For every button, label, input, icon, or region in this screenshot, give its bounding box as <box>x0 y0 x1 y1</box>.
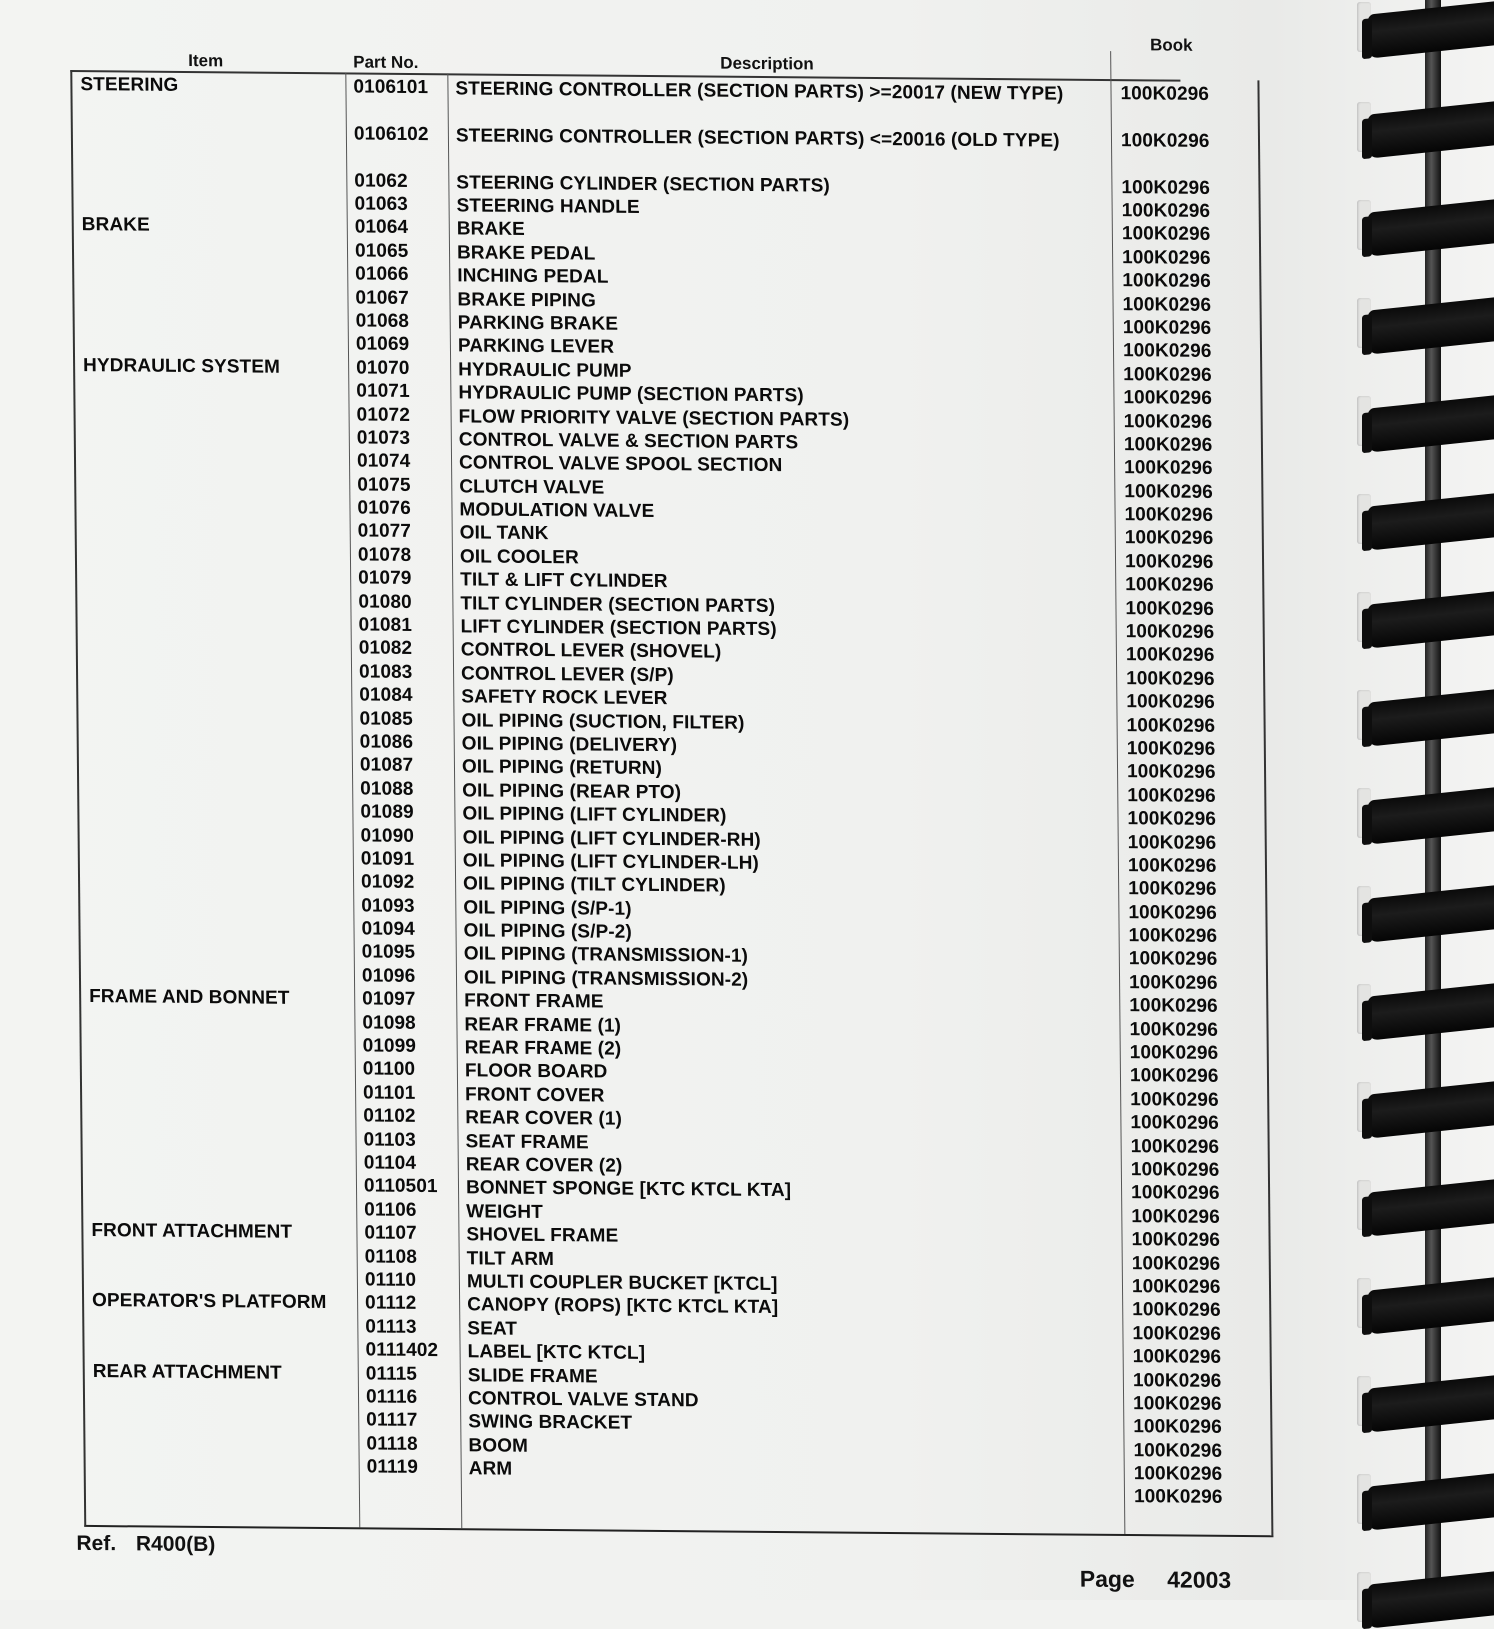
binding-coil <box>1368 1179 1494 1236</box>
book-cell: 100K0296 <box>1126 761 1216 784</box>
description-cell: STEERING CYLINDER (SECTION PARTS) <box>456 171 830 197</box>
description-cell: CONTROL VALVE STAND <box>467 1388 699 1412</box>
description-cell: SLIDE FRAME <box>467 1364 598 1387</box>
description-cell: BONNET SPONGE [KTC KTCL KTA] <box>465 1177 792 1202</box>
part-number-cell: 01070 <box>356 357 410 379</box>
book-cell: 100K0296 <box>1126 691 1215 714</box>
part-number-cell: 01102 <box>363 1105 416 1128</box>
description-cell: SHOVEL FRAME <box>466 1224 619 1247</box>
part-number-cell: 01112 <box>365 1292 417 1315</box>
part-number-cell: 01079 <box>358 567 412 590</box>
description-cell: SWING BRACKET <box>468 1411 633 1435</box>
ref-value: R400(B) <box>135 1532 216 1557</box>
description-cell: BRAKE <box>456 218 525 241</box>
description-cell: ARM <box>468 1458 513 1480</box>
description-cell: BRAKE PIPING <box>457 288 597 312</box>
page-value: 42003 <box>1167 1566 1232 1593</box>
description-cell: BOOM <box>468 1434 529 1457</box>
book-cell: 100K0296 <box>1124 504 1214 526</box>
part-number-cell: 01107 <box>364 1222 417 1245</box>
book-cell: 100K0296 <box>1127 831 1217 854</box>
book-cell: 100K0296 <box>1132 1369 1222 1392</box>
part-number-cell: 01090 <box>360 824 415 847</box>
item-cell: HYDRAULIC SYSTEM <box>83 354 281 378</box>
description-cell: TILT CYLINDER (SECTION PARTS) <box>460 592 776 617</box>
description-cell: HYDRAULIC PUMP <box>458 359 632 382</box>
book-cell: 100K0296 <box>1128 901 1218 924</box>
description-cell: OIL PIPING (S/P-2) <box>463 920 632 943</box>
book-cell: 100K0296 <box>1128 948 1218 971</box>
description-cell: TILT & LIFT CYLINDER <box>460 569 668 593</box>
part-number-cell: 01104 <box>363 1152 417 1174</box>
part-number-cell: 01101 <box>362 1082 416 1104</box>
book-cell: 100K0296 <box>1125 597 1215 620</box>
book-cell: 100K0296 <box>1125 644 1215 667</box>
book-cell: 100K0296 <box>1128 925 1218 947</box>
part-number-cell: 01089 <box>360 801 414 824</box>
book-cell: 100K0296 <box>1133 1393 1222 1415</box>
page-label: Page <box>1079 1565 1135 1593</box>
description-cell: CONTROL VALVE & SECTION PARTS <box>458 429 799 454</box>
part-number-cell: 01067 <box>355 287 409 309</box>
description-cell: MULTI COUPLER BUCKET [KTCL] <box>466 1271 778 1295</box>
book-cell: 100K0296 <box>1133 1439 1223 1462</box>
part-number-cell: 01092 <box>360 871 415 894</box>
book-cell: 100K0296 <box>1124 527 1214 550</box>
part-number-cell: 01072 <box>356 403 411 426</box>
book-cell: 100K0296 <box>1120 83 1210 105</box>
part-number-cell: 01087 <box>359 754 414 777</box>
binding-coil <box>1368 591 1494 648</box>
binding-coil <box>1368 297 1494 354</box>
book-cell: 100K0296 <box>1122 317 1212 339</box>
description-cell: INCHING PEDAL <box>457 265 609 288</box>
description-cell: OIL PIPING (DELIVERY) <box>461 733 678 757</box>
description-cell: TILT ARM <box>466 1247 555 1270</box>
binding-coil <box>1368 199 1494 256</box>
part-number-cell: 01075 <box>357 474 411 496</box>
description-cell: REAR FRAME (2) <box>464 1037 622 1060</box>
book-cell: 100K0296 <box>1129 995 1218 1018</box>
part-number-cell: 01117 <box>366 1409 418 1432</box>
book-cell: 100K0296 <box>1133 1486 1223 1509</box>
book-cell: 100K0296 <box>1125 621 1215 643</box>
description-cell: BRAKE PEDAL <box>456 242 596 265</box>
part-number-cell: 01082 <box>358 637 413 660</box>
item-cell: REAR ATTACHMENT <box>92 1360 282 1384</box>
book-cell: 100K0296 <box>1121 176 1211 199</box>
book-cell: 100K0296 <box>1123 387 1213 410</box>
part-number-cell: 01103 <box>363 1129 416 1151</box>
book-cell: 100K0296 <box>1128 971 1218 994</box>
part-number-cell: 01097 <box>362 988 416 1011</box>
book-cell: 100K0296 <box>1126 667 1215 690</box>
book-cell: 100K0296 <box>1124 457 1213 480</box>
description-cell: PARKING LEVER <box>457 335 615 359</box>
book-cell: 100K0296 <box>1130 1088 1219 1111</box>
book-cell: 100K0296 <box>1124 550 1214 573</box>
part-number-cell: 01074 <box>356 450 411 473</box>
spiral-binding-icon <box>1338 0 1494 1600</box>
description-cell: OIL PIPING (TRANSMISSION-1) <box>463 943 749 968</box>
description-cell: STEERING CONTROLLER (SECTION PARTS) <=20016 (OLD TYPE) <box>455 125 1060 152</box>
page-number <box>1080 1566 1232 1594</box>
part-number-cell: 0110501 <box>363 1175 438 1198</box>
part-number-cell: 01108 <box>364 1245 418 1268</box>
description-cell: LABEL [KTC KTCL] <box>467 1341 646 1364</box>
description-cell: REAR FRAME (1) <box>464 1013 622 1037</box>
book-cell: 100K0296 <box>1120 129 1210 152</box>
binding-coil <box>1368 493 1494 550</box>
binding-coil <box>1368 787 1494 844</box>
part-number-cell: 01063 <box>354 193 409 215</box>
part-number-cell: 01116 <box>365 1386 418 1408</box>
book-cell: 100K0296 <box>1125 574 1214 597</box>
part-number-cell: 01081 <box>358 614 413 636</box>
parts-table-body <box>70 74 1269 1511</box>
book-cell: 100K0296 <box>1131 1276 1221 1298</box>
header-description: Description <box>720 53 814 74</box>
header-part-no: Part No. <box>353 52 419 73</box>
description-cell: CONTROL LEVER (SHOVEL) <box>460 639 722 664</box>
item-cell: OPERATOR'S PLATFORM <box>91 1290 327 1314</box>
description-cell: OIL PIPING (S/P-1) <box>463 897 632 920</box>
reference-label <box>76 1532 215 1557</box>
description-cell: CLUTCH VALVE <box>459 476 605 499</box>
book-cell: 100K0296 <box>1132 1346 1222 1369</box>
book-cell: 100K0296 <box>1132 1322 1222 1345</box>
part-number-cell: 01062 <box>354 170 408 192</box>
part-number-cell: 01088 <box>360 778 414 800</box>
book-cell: 100K0296 <box>1127 784 1216 807</box>
description-cell: CANOPY (ROPS) [KTC KTCL KTA] <box>467 1294 779 1319</box>
description-cell: SEAT FRAME <box>465 1130 589 1153</box>
part-number-cell: 01086 <box>359 731 414 753</box>
part-number-cell: 01096 <box>361 965 416 987</box>
description-cell: STEERING HANDLE <box>456 195 640 218</box>
description-cell: REAR COVER (1) <box>465 1107 623 1130</box>
binding-coil <box>1368 1081 1494 1138</box>
part-number-cell: 01071 <box>356 380 410 403</box>
book-cell: 100K0296 <box>1133 1463 1223 1485</box>
description-cell: PARKING BRAKE <box>457 312 619 335</box>
book-cell: 100K0296 <box>1130 1159 1220 1181</box>
description-cell: OIL PIPING (SUCTION, FILTER) <box>461 709 745 734</box>
description-cell: OIL PIPING (TILT CYLINDER) <box>463 873 726 897</box>
part-number-cell: 01091 <box>360 848 415 870</box>
binding-coil <box>1368 1375 1494 1432</box>
binding-coil <box>1368 983 1494 1040</box>
book-cell: 100K0296 <box>1126 714 1216 737</box>
ref-label: Ref. <box>76 1531 117 1556</box>
description-cell: SEAT <box>467 1318 518 1340</box>
description-cell: OIL PIPING (TRANSMISSION-2) <box>463 967 749 991</box>
header-item: Item <box>188 51 224 71</box>
part-number-cell: 01113 <box>365 1316 417 1338</box>
binding-coil <box>1368 885 1494 942</box>
description-cell: WEIGHT <box>466 1201 543 1223</box>
book-cell: 100K0296 <box>1122 270 1211 293</box>
book-cell: 100K0296 <box>1126 738 1216 760</box>
part-number-cell: 01073 <box>356 427 411 449</box>
binding-coil <box>1368 689 1494 746</box>
part-number-cell: 01077 <box>357 520 412 543</box>
part-number-cell: 0106101 <box>353 76 429 99</box>
part-number-cell: 01099 <box>362 1035 417 1057</box>
description-cell: OIL PIPING (LIFT CYLINDER) <box>462 803 727 827</box>
part-number-cell: 01119 <box>366 1456 419 1478</box>
part-number-cell: 01106 <box>364 1199 417 1221</box>
description-cell: REAR COVER (2) <box>465 1154 623 1177</box>
part-number-cell: 01100 <box>362 1058 416 1081</box>
part-number-cell: 01064 <box>354 216 409 239</box>
book-cell: 100K0296 <box>1127 855 1217 877</box>
description-cell: OIL PIPING (LIFT CYLINDER-RH) <box>462 826 761 851</box>
book-cell: 100K0296 <box>1131 1205 1220 1228</box>
part-number-cell: 0106102 <box>353 123 429 145</box>
part-number-cell: 01083 <box>358 661 413 683</box>
part-number-cell: 01069 <box>355 333 410 356</box>
description-cell: OIL COOLER <box>459 546 579 569</box>
book-cell: 100K0296 <box>1131 1229 1221 1252</box>
book-cell: 100K0296 <box>1133 1416 1222 1439</box>
description-cell: OIL PIPING (REAR PTO) <box>462 780 682 803</box>
book-cell: 100K0296 <box>1121 223 1211 246</box>
part-number-cell: 01110 <box>364 1269 417 1291</box>
description-cell: FLOOR BOARD <box>464 1060 608 1083</box>
part-number-cell: 01078 <box>357 544 412 566</box>
book-cell: 100K0296 <box>1122 246 1211 269</box>
part-number-cell: 01076 <box>357 497 411 519</box>
part-number-cell <box>367 1480 457 1481</box>
book-cell: 100K0296 <box>1129 1065 1219 1088</box>
book-cell: 100K0296 <box>1123 363 1212 386</box>
binding-coil <box>1368 1473 1494 1530</box>
description-cell: OIL TANK <box>459 522 549 545</box>
item-cell: BRAKE <box>81 214 150 237</box>
description-cell: CONTROL VALVE SPOOL SECTION <box>458 452 783 477</box>
part-number-cell: 01098 <box>362 1012 416 1034</box>
binding-coil <box>1368 1571 1494 1628</box>
item-cell: FRAME AND BONNET <box>89 986 290 1010</box>
description-cell: HYDRAULIC PUMP (SECTION PARTS) <box>458 382 804 407</box>
part-number-cell: 0111402 <box>365 1339 439 1362</box>
part-number-cell: 01093 <box>361 895 415 917</box>
book-cell: 100K0296 <box>1131 1252 1221 1275</box>
description-cell: SAFETY ROCK LEVER <box>461 686 668 710</box>
book-cell: 100K0296 <box>1122 293 1212 316</box>
book-cell: 100K0296 <box>1130 1135 1220 1158</box>
description-cell: FRONT COVER <box>465 1084 605 1107</box>
part-number-cell: 01118 <box>366 1433 418 1455</box>
book-cell: 100K0296 <box>1129 1042 1219 1064</box>
description-cell: CONTROL LEVER (S/P) <box>460 663 674 686</box>
book-cell: 100K0296 <box>1128 878 1217 901</box>
part-number-cell: 01068 <box>355 310 410 332</box>
part-number-cell: 01065 <box>354 240 409 262</box>
book-cell: 100K0296 <box>1129 1018 1219 1041</box>
binding-coil <box>1368 101 1494 158</box>
binding-coil <box>1368 1277 1494 1334</box>
book-cell: 100K0296 <box>1123 434 1213 456</box>
description-cell: FLOW PRIORITY VALVE (SECTION PARTS) <box>458 405 850 431</box>
book-cell: 100K0296 <box>1130 1112 1220 1135</box>
book-cell: 100K0296 <box>1124 480 1213 503</box>
binding-coil <box>1368 395 1494 452</box>
description-cell: STEERING CONTROLLER (SECTION PARTS) >=20017 (NEW TYPE) <box>455 78 1064 105</box>
part-number-cell: 01095 <box>361 941 416 964</box>
part-number-cell: 01115 <box>365 1362 418 1385</box>
book-cell: 100K0296 <box>1127 808 1217 831</box>
book-cell: 100K0296 <box>1121 200 1211 222</box>
description-cell: FRONT FRAME <box>464 990 604 1013</box>
book-cell: 100K0296 <box>1130 1182 1220 1205</box>
book-cell: 100K0296 <box>1122 340 1212 363</box>
parts-list-sheet <box>70 35 1270 1593</box>
item-cell: FRONT ATTACHMENT <box>91 1220 293 1243</box>
part-number-cell: 01084 <box>359 684 413 707</box>
part-number-cell: 01080 <box>358 591 412 613</box>
part-number-cell: 01085 <box>359 708 413 730</box>
description-cell: OIL PIPING (LIFT CYLINDER-LH) <box>462 850 760 874</box>
description-cell: OIL PIPING (RETURN) <box>461 756 663 780</box>
description-cell: MODULATION VALVE <box>459 499 655 523</box>
part-number-cell: 01066 <box>355 263 409 286</box>
item-cell: STEERING <box>80 74 179 96</box>
book-cell: 100K0296 <box>1123 410 1213 433</box>
binding-coil <box>1368 1 1494 58</box>
book-cell: 100K0296 <box>1132 1299 1221 1322</box>
header-book: Book <box>1149 35 1193 55</box>
description-cell: LIFT CYLINDER (SECTION PARTS) <box>460 616 777 641</box>
part-number-cell: 01094 <box>361 918 415 940</box>
